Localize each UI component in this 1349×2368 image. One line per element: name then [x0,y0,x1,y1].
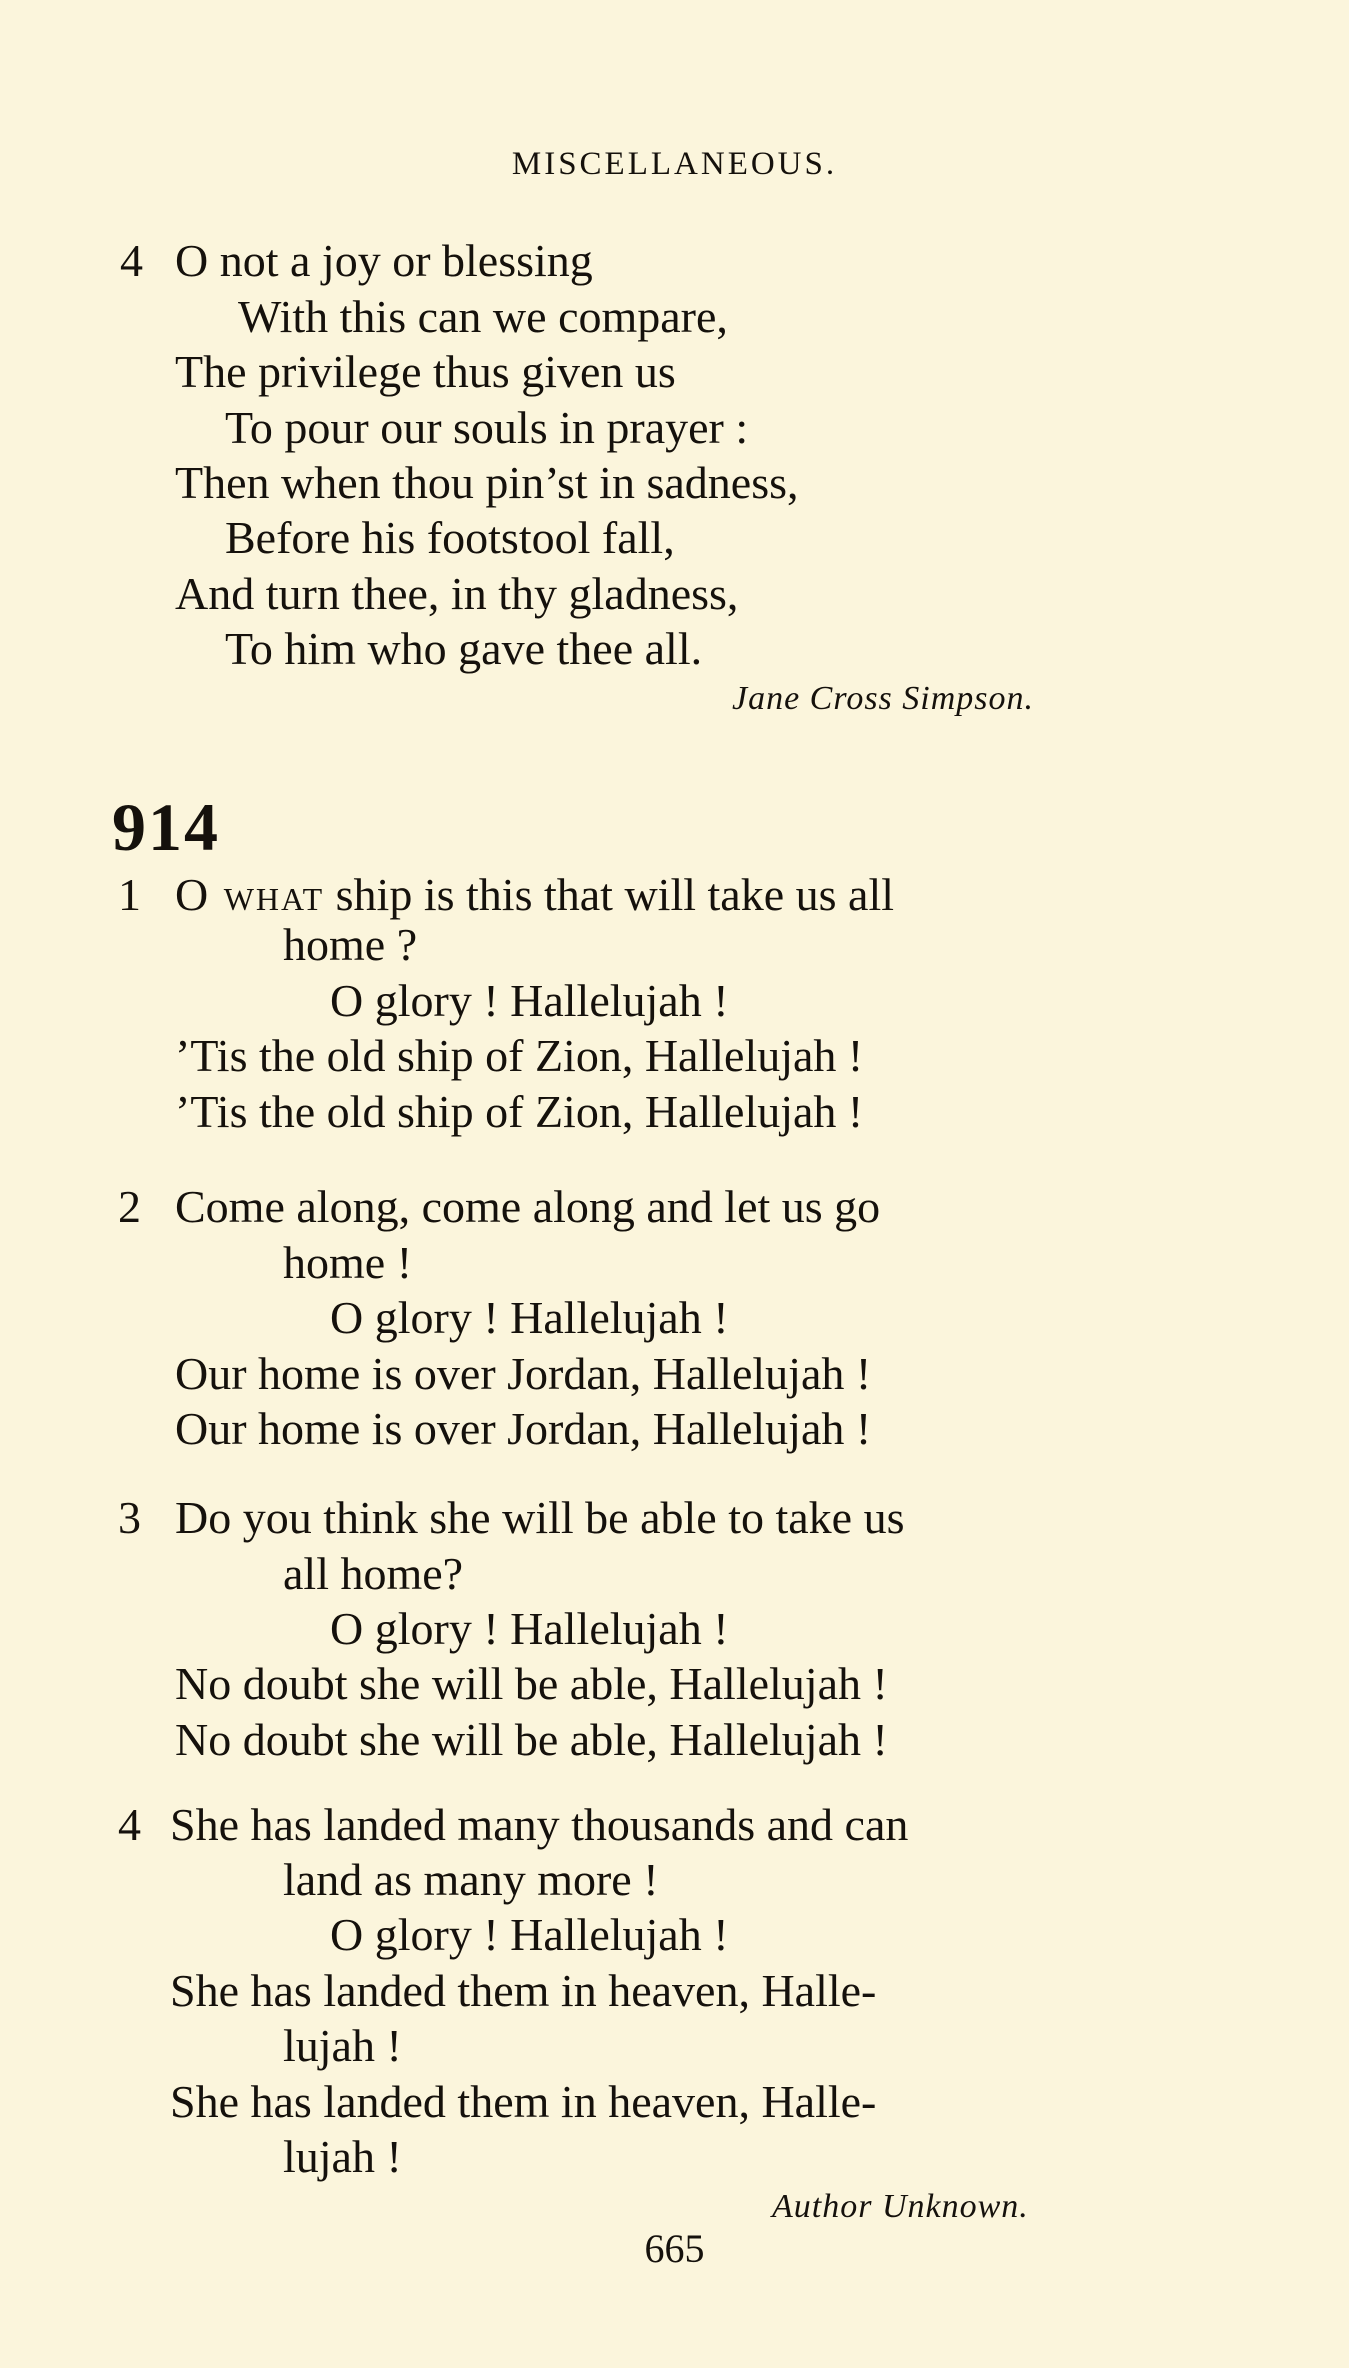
verse-line: O glory ! Hallelujah ! [330,1909,729,1960]
verse-line: She has landed them in heaven, Halle- [170,1965,877,2016]
verse-line: She has landed them in heaven, Halle- [170,2076,877,2127]
verse-line: O glory ! Hallelujah ! [330,1292,729,1343]
verse-line: ’Tis the old ship of Zion, Hallelujah ! [175,1086,864,1137]
verse-line [175,869,895,920]
verse-line: The privilege thus given us [175,346,676,397]
verse-line: Do you think she will be able to take us [175,1492,905,1543]
verse-line: all home? [283,1548,464,1599]
verse-line: O glory ! Hallelujah ! [330,975,729,1026]
verse-line: Before his footstool fall, [225,512,675,563]
verse-number: 2 [118,1181,141,1232]
running-header: MISCELLANEOUS. [511,146,838,182]
verse-number: 1 [118,869,141,920]
verse-line: She has landed many thousands and can [170,1799,909,1850]
verse-line: And turn thee, in thy gladness, [175,568,739,619]
verse-line: lujah ! [283,2131,402,2182]
verse-line: With this can we compare, [238,291,728,342]
verse-number: 3 [118,1492,141,1543]
author-attribution: Jane Cross Simpson. [732,680,1035,717]
verse-line: No doubt she will be able, Hallelujah ! [175,1714,888,1765]
verse-line-text: ship is this that will take us all [335,869,895,920]
verse-line: Then when thou pin’st in sadness, [175,457,799,508]
verse-number: 4 [118,1799,141,1850]
page-number: 665 [644,2226,705,2271]
verse-line: ’Tis the old ship of Zion, Hallelujah ! [175,1030,864,1081]
hymn-number: 914 [112,789,220,865]
verse-line: No doubt she will be able, Hallelujah ! [175,1658,888,1709]
verse-line: home ! [283,1237,413,1288]
verse-number: 4 [120,235,143,286]
verse-line: Our home is over Jordan, Hallelujah ! [175,1348,872,1399]
verse-line: To him who gave thee all. [225,623,703,674]
verse-line: home ? [283,919,418,970]
verse-line: To pour our souls in prayer : [225,402,749,453]
verse-line: lujah ! [283,2020,402,2071]
verse-line: Our home is over Jordan, Hallelujah ! [175,1403,872,1454]
author-attribution: Author Unknown. [772,2188,1029,2225]
verse-first-word: O what [175,869,325,920]
verse-line: O not a joy or blessing [175,235,593,286]
verse-line: O glory ! Hallelujah ! [330,1603,729,1654]
verse-line: Come along, come along and let us go [175,1181,881,1232]
verse-line: land as many more ! [283,1854,659,1905]
